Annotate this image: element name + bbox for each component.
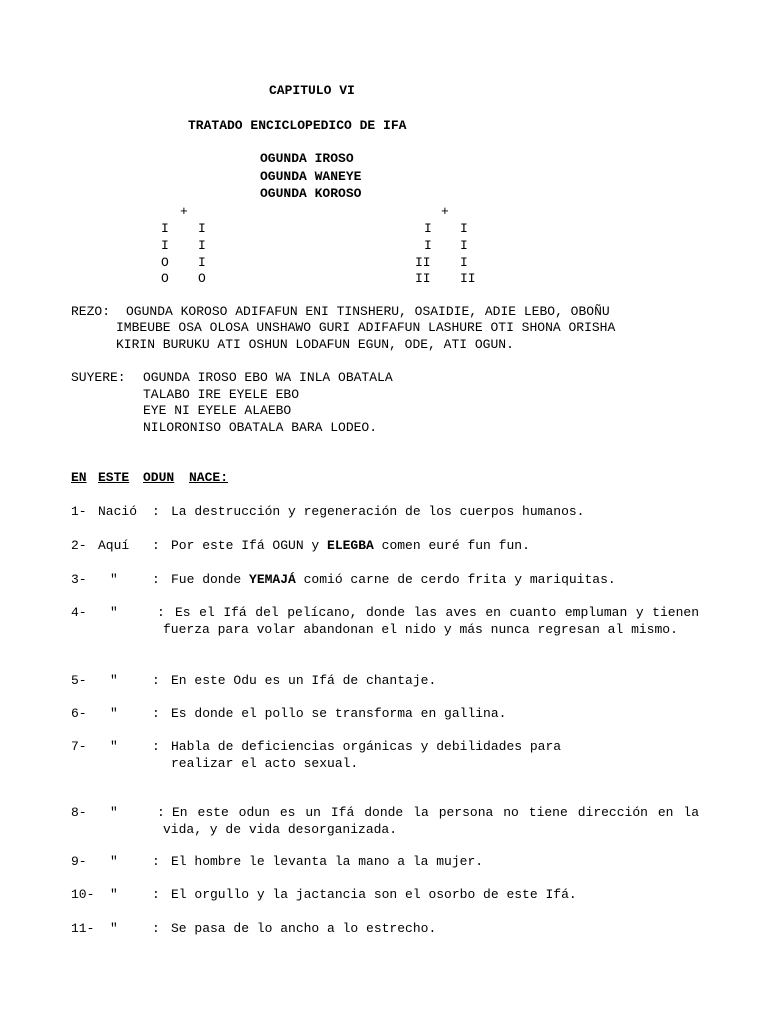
item-mark: " [110, 921, 118, 936]
item-number: 8- [71, 805, 87, 820]
item-colon: : [152, 921, 160, 936]
odu-name-2: OGUNDA WANEYE [260, 169, 362, 184]
chapter-heading: CAPITULO VI [269, 83, 355, 98]
figure-mark: I [424, 221, 432, 236]
figure-mark: II [415, 271, 431, 286]
figure-plus: + [180, 204, 188, 219]
item-mark: " [110, 887, 118, 902]
item-mark: Nació [98, 504, 138, 519]
item-number: 3- [71, 572, 87, 587]
heading-word: ESTE [98, 470, 130, 485]
item-number: 2- [71, 538, 87, 553]
heading-word: NACE: [189, 470, 229, 485]
item-text: Por este Ifá OGUN y ELEGBA comen euré fun fun. [171, 538, 530, 553]
item-text: Se pasa de lo ancho a lo estrecho. [171, 921, 437, 936]
item-mark: " [110, 854, 118, 869]
item-number: 11- [71, 921, 95, 936]
item-text: En este odun es un Ifá donde la persona no tiene dirección en la vida, y de vida desorganizada. [163, 805, 699, 837]
rezo-line: IMBEUBE OSA OLOSA UNSHAWO GURI ADIFAFUN LASHURE OTI SHONA ORISHA [116, 320, 616, 335]
item-number: 1- [71, 504, 87, 519]
item-number: 6- [71, 706, 87, 721]
deity-name: ELEGBA [327, 538, 374, 553]
figure-mark: I [161, 221, 169, 236]
item-text: Fue donde YEMAJÁ comió carne de cerdo frita y mariquitas. [171, 572, 616, 587]
suyere-line: TALABO IRE EYELE EBO [143, 387, 300, 402]
figure-mark: I [198, 221, 206, 236]
figure-mark: I [198, 255, 206, 270]
suyere-line: EYE NI EYELE ALAEBO [143, 403, 292, 418]
rezo-label: REZO: [71, 304, 111, 319]
deity-name: YEMAJÁ [249, 572, 296, 587]
item-mark: Aquí [98, 538, 130, 553]
item-colon: : [152, 572, 160, 587]
item-colon: : [152, 854, 160, 869]
item-mark: " [110, 673, 118, 688]
figure-mark: II [415, 255, 431, 270]
figure-mark: O [198, 271, 206, 286]
item-mark: " [110, 805, 118, 820]
figure-mark: O [161, 271, 169, 286]
item-text-line: realizar el acto sexual. [171, 756, 359, 771]
rezo-line: OGUNDA KOROSO ADIFAFUN ENI TINSHERU, OSAIDIE, ADIE LEBO, OBOÑU [126, 304, 610, 319]
item-text: El orgullo y la jactancia son el osorbo de este Ifá. [171, 887, 577, 902]
rezo-line: KIRIN BURUKU ATI OSHUN LODAFUN EGUN, ODE, ATI OGUN. [116, 337, 514, 352]
item-number: 9- [71, 854, 87, 869]
item-text: Es donde el pollo se transforma en gallina. [171, 706, 507, 721]
item-mark: " [110, 706, 118, 721]
heading-word: EN [71, 470, 87, 485]
document-title: TRATADO ENCICLOPEDICO DE IFA [188, 118, 407, 133]
item-colon: : [152, 673, 160, 688]
item-number: 7- [71, 739, 87, 754]
item-text: La destrucción y regeneración de los cuerpos humanos. [171, 504, 585, 519]
figure-mark: I [161, 238, 169, 253]
figure-mark: I [460, 255, 468, 270]
item-mark: " [110, 739, 118, 754]
item-mark: " [110, 572, 118, 587]
figure-mark: O [161, 255, 169, 270]
item-colon: : [152, 739, 160, 754]
figure-mark: I [460, 238, 468, 253]
item-number: 10- [71, 887, 95, 902]
item-colon: : [152, 538, 160, 553]
suyere-line: NILORONISO OBATALA BARA LODEO. [143, 420, 378, 435]
heading-word: ODUN [143, 470, 175, 485]
figure-mark: I [460, 221, 468, 236]
suyere-label: SUYERE: [71, 370, 126, 385]
item-text: El hombre le levanta la mano a la mujer. [171, 854, 484, 869]
figure-mark: I [198, 238, 206, 253]
item-number: 5- [71, 673, 87, 688]
item-mark: " [110, 605, 118, 620]
odu-name-1: OGUNDA IROSO [260, 151, 354, 166]
suyere-line: OGUNDA IROSO EBO WA INLA OBATALA [143, 370, 393, 385]
item-colon: : [152, 706, 160, 721]
item-text: En este Odu es un Ifá de chantaje. [171, 673, 437, 688]
item-text: Es el Ifá del pelícano, donde las aves en cuanto empluman y tienen fuerza para volar abandonan el nido y más nunca regresan al mismo. [163, 605, 699, 637]
item-colon: : [152, 504, 160, 519]
item-number: 4- [71, 605, 87, 620]
item-text-line: Habla de deficiencias orgánicas y debilidades para [171, 739, 562, 754]
odu-name-3: OGUNDA KOROSO [260, 186, 362, 201]
figure-mark: II [460, 271, 476, 286]
figure-plus: + [441, 204, 449, 219]
item-colon: : [157, 605, 165, 620]
item-colon: : [157, 805, 165, 820]
figure-mark: I [424, 238, 432, 253]
item-colon: : [152, 887, 160, 902]
